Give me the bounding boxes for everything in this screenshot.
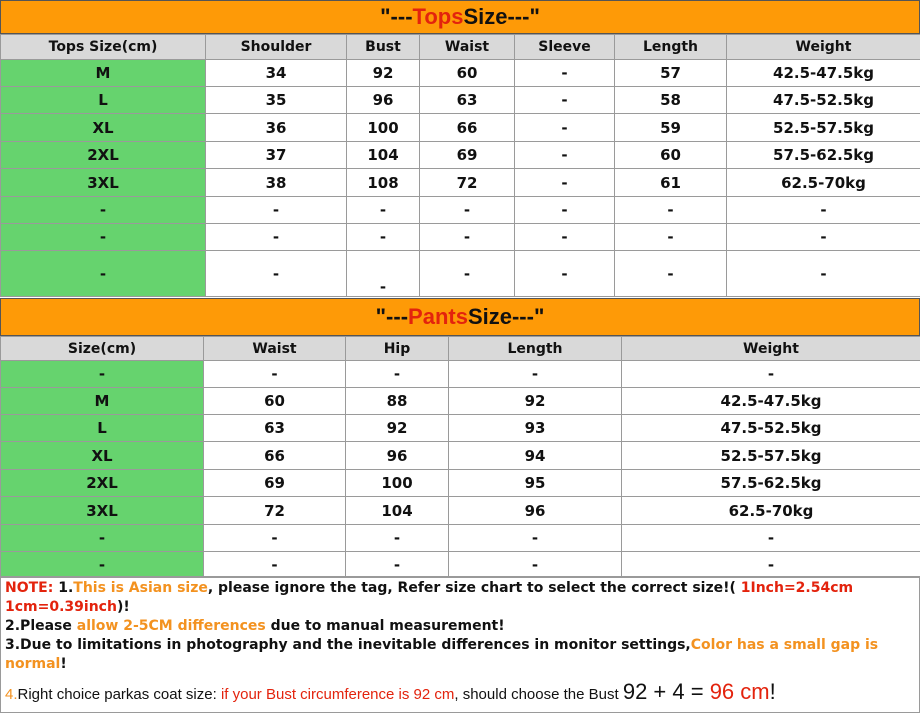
size-cell: 3XL bbox=[1, 497, 204, 525]
table-cell: 62.5-70kg bbox=[727, 169, 920, 197]
note-1-end: )! bbox=[116, 599, 130, 615]
note-4-text: Right choice parkas coat size: bbox=[17, 686, 221, 703]
size-cell: M bbox=[1, 60, 206, 87]
table-cell: 37 bbox=[206, 142, 347, 169]
table-row bbox=[1, 224, 920, 251]
table-cell: - bbox=[420, 251, 515, 297]
tops-banner-suffix: Size---" bbox=[463, 4, 540, 29]
table-cell: - bbox=[449, 361, 622, 388]
table-cell: - bbox=[615, 251, 727, 297]
table-cell: - bbox=[420, 224, 515, 251]
table-cell: 42.5-47.5kg bbox=[622, 388, 920, 415]
table-cell: 60 bbox=[615, 142, 727, 169]
table-cell: 57.5-62.5kg bbox=[727, 142, 920, 169]
table-cell: - bbox=[515, 114, 615, 142]
table-cell: 94 bbox=[449, 442, 622, 470]
notes-panel bbox=[0, 576, 920, 713]
table-cell: 69 bbox=[204, 470, 346, 497]
note-2-text: due to manual measurement! bbox=[265, 618, 505, 634]
note-4-result: 96 cm bbox=[709, 679, 770, 704]
table-cell: 95 bbox=[449, 470, 622, 497]
table-cell: 52.5-57.5kg bbox=[622, 442, 920, 470]
note-3 bbox=[5, 636, 915, 674]
note-3-highlight: Color has a small gap is normal bbox=[5, 637, 879, 672]
table-cell: 108 bbox=[347, 169, 420, 197]
table-cell: 88 bbox=[346, 388, 449, 415]
tops-header-waist: Waist bbox=[420, 35, 515, 60]
note-1-inch: 1Inch=2.54cm bbox=[740, 580, 854, 596]
table-cell: 63 bbox=[420, 87, 515, 114]
note-1-text: , please ignore the tag, Refer size chart to select the correct size!( bbox=[207, 580, 741, 596]
table-cell: - bbox=[346, 552, 449, 578]
table-cell: - bbox=[515, 197, 615, 224]
table-cell: 96 bbox=[449, 497, 622, 525]
table-cell: 96 bbox=[346, 442, 449, 470]
table-cell: 96 bbox=[347, 87, 420, 114]
pants-header-size: Size(cm) bbox=[1, 337, 204, 361]
table-cell: 57 bbox=[615, 60, 727, 87]
table-cell: 58 bbox=[615, 87, 727, 114]
table-row bbox=[1, 525, 920, 552]
table-cell: - bbox=[727, 197, 920, 224]
table-row bbox=[1, 251, 920, 297]
table-row bbox=[1, 169, 920, 197]
note-4 bbox=[5, 679, 915, 704]
tops-header-length: Length bbox=[615, 35, 727, 60]
tops-header-size: Tops Size(cm) bbox=[1, 35, 206, 60]
note-1 bbox=[5, 579, 915, 617]
table-row bbox=[1, 87, 920, 114]
size-cell: M bbox=[1, 388, 204, 415]
tops-banner bbox=[0, 0, 920, 34]
table-row bbox=[1, 497, 920, 525]
note-4-number: 4. bbox=[5, 686, 18, 703]
table-cell: - bbox=[515, 87, 615, 114]
note-label: NOTE: bbox=[5, 580, 54, 596]
pants-header-waist: Waist bbox=[204, 337, 346, 361]
table-cell: 92 bbox=[346, 415, 449, 442]
table-cell: 63 bbox=[204, 415, 346, 442]
table-cell: 92 bbox=[449, 388, 622, 415]
note-4-highlight: if your Bust circumference is 92 cm bbox=[220, 686, 455, 703]
table-cell: 57.5-62.5kg bbox=[622, 470, 920, 497]
note-1-number: 1. bbox=[53, 580, 74, 596]
size-cell: - bbox=[1, 552, 204, 578]
table-row bbox=[1, 361, 920, 388]
tops-header-row bbox=[1, 35, 920, 60]
table-cell: - bbox=[206, 197, 347, 224]
table-cell: 35 bbox=[206, 87, 347, 114]
tops-banner-prefix: "--- bbox=[380, 4, 413, 29]
table-cell: - bbox=[449, 525, 622, 552]
pants-banner-suffix: Size---" bbox=[467, 304, 545, 329]
table-row bbox=[1, 442, 920, 470]
table-cell: 100 bbox=[346, 470, 449, 497]
table-row bbox=[1, 142, 920, 169]
table-cell: 69 bbox=[420, 142, 515, 169]
table-row bbox=[1, 470, 920, 497]
note-4-formula: 92 + 4 = bbox=[622, 679, 710, 704]
table-cell: - bbox=[615, 197, 727, 224]
size-cell: L bbox=[1, 87, 206, 114]
pants-banner-highlight: Pants bbox=[408, 304, 468, 329]
size-cell: - bbox=[1, 224, 206, 251]
table-cell: 47.5-52.5kg bbox=[727, 87, 920, 114]
pants-header-weight: Weight bbox=[622, 337, 920, 361]
tops-banner-highlight: Tops bbox=[412, 4, 464, 29]
table-cell: 42.5-47.5kg bbox=[727, 60, 920, 87]
table-row bbox=[1, 60, 920, 87]
size-cell: - bbox=[1, 525, 204, 552]
table-cell: 34 bbox=[206, 60, 347, 87]
size-cell: 2XL bbox=[1, 470, 204, 497]
tops-header-bust: Bust bbox=[347, 35, 420, 60]
table-cell: 38 bbox=[206, 169, 347, 197]
table-row bbox=[1, 552, 920, 578]
table-cell: 62.5-70kg bbox=[622, 497, 920, 525]
size-cell: - bbox=[1, 251, 206, 297]
size-cell: 2XL bbox=[1, 142, 206, 169]
table-cell: - bbox=[622, 552, 920, 578]
tops-header-sleeve: Sleeve bbox=[515, 35, 615, 60]
note-1-cm: 1cm=0.39inch bbox=[5, 599, 117, 615]
table-cell: 52.5-57.5kg bbox=[727, 114, 920, 142]
note-2 bbox=[5, 617, 915, 636]
table-cell: 60 bbox=[204, 388, 346, 415]
table-cell: - bbox=[622, 361, 920, 388]
table-cell: - bbox=[204, 525, 346, 552]
note-2-highlight: allow 2-5CM differences bbox=[76, 618, 266, 634]
size-cell: XL bbox=[1, 442, 204, 470]
table-cell: 72 bbox=[420, 169, 515, 197]
note-1-highlight: This is Asian size bbox=[73, 580, 208, 596]
table-cell: - bbox=[727, 251, 920, 297]
table-cell: - bbox=[615, 224, 727, 251]
table-cell: 93 bbox=[449, 415, 622, 442]
table-cell: - bbox=[204, 552, 346, 578]
pants-header-length: Length bbox=[449, 337, 622, 361]
table-cell: 60 bbox=[420, 60, 515, 87]
table-cell: 104 bbox=[347, 142, 420, 169]
pants-header-hip: Hip bbox=[346, 337, 449, 361]
table-cell: 72 bbox=[204, 497, 346, 525]
pants-banner bbox=[0, 298, 920, 336]
table-cell: 59 bbox=[615, 114, 727, 142]
table-row bbox=[1, 388, 920, 415]
tops-header-weight: Weight bbox=[727, 35, 920, 60]
note-2-number: 2.Please bbox=[5, 618, 77, 634]
table-cell: 100 bbox=[347, 114, 420, 142]
table-cell: - bbox=[449, 552, 622, 578]
table-cell: - bbox=[206, 224, 347, 251]
table-cell: - bbox=[515, 224, 615, 251]
table-cell: 66 bbox=[420, 114, 515, 142]
note-3-text: 3.Due to limitations in photography and the inevitable differences in monitor settings, bbox=[5, 637, 691, 653]
pants-header-row bbox=[1, 337, 920, 361]
table-cell: 47.5-52.5kg bbox=[622, 415, 920, 442]
table-cell: - bbox=[204, 361, 346, 388]
table-cell: 92 bbox=[347, 60, 420, 87]
table-cell: - bbox=[346, 361, 449, 388]
table-cell: 104 bbox=[346, 497, 449, 525]
table-row bbox=[1, 197, 920, 224]
table-cell: - bbox=[420, 197, 515, 224]
size-cell: 3XL bbox=[1, 169, 206, 197]
table-cell: - bbox=[206, 251, 347, 297]
size-cell: L bbox=[1, 415, 204, 442]
note-4-text2: , should choose the Bust bbox=[454, 686, 623, 703]
table-cell: - bbox=[347, 251, 420, 297]
table-cell: - bbox=[515, 142, 615, 169]
size-cell: - bbox=[1, 361, 204, 388]
table-cell: - bbox=[515, 60, 615, 87]
tops-table bbox=[0, 34, 920, 297]
table-cell: - bbox=[727, 224, 920, 251]
note-4-end: ! bbox=[769, 679, 776, 704]
table-cell: - bbox=[346, 525, 449, 552]
table-row bbox=[1, 415, 920, 442]
table-cell: 36 bbox=[206, 114, 347, 142]
table-cell: - bbox=[515, 169, 615, 197]
table-cell: 66 bbox=[204, 442, 346, 470]
size-cell: - bbox=[1, 197, 206, 224]
pants-table bbox=[0, 336, 920, 578]
table-cell: - bbox=[347, 224, 420, 251]
table-cell: - bbox=[515, 251, 615, 297]
pants-banner-prefix: "--- bbox=[375, 304, 409, 329]
table-row bbox=[1, 114, 920, 142]
size-cell: XL bbox=[1, 114, 206, 142]
table-cell: - bbox=[347, 197, 420, 224]
note-3-end: ! bbox=[60, 656, 67, 672]
table-cell: 61 bbox=[615, 169, 727, 197]
table-cell: - bbox=[622, 525, 920, 552]
tops-header-shoulder: Shoulder bbox=[206, 35, 347, 60]
